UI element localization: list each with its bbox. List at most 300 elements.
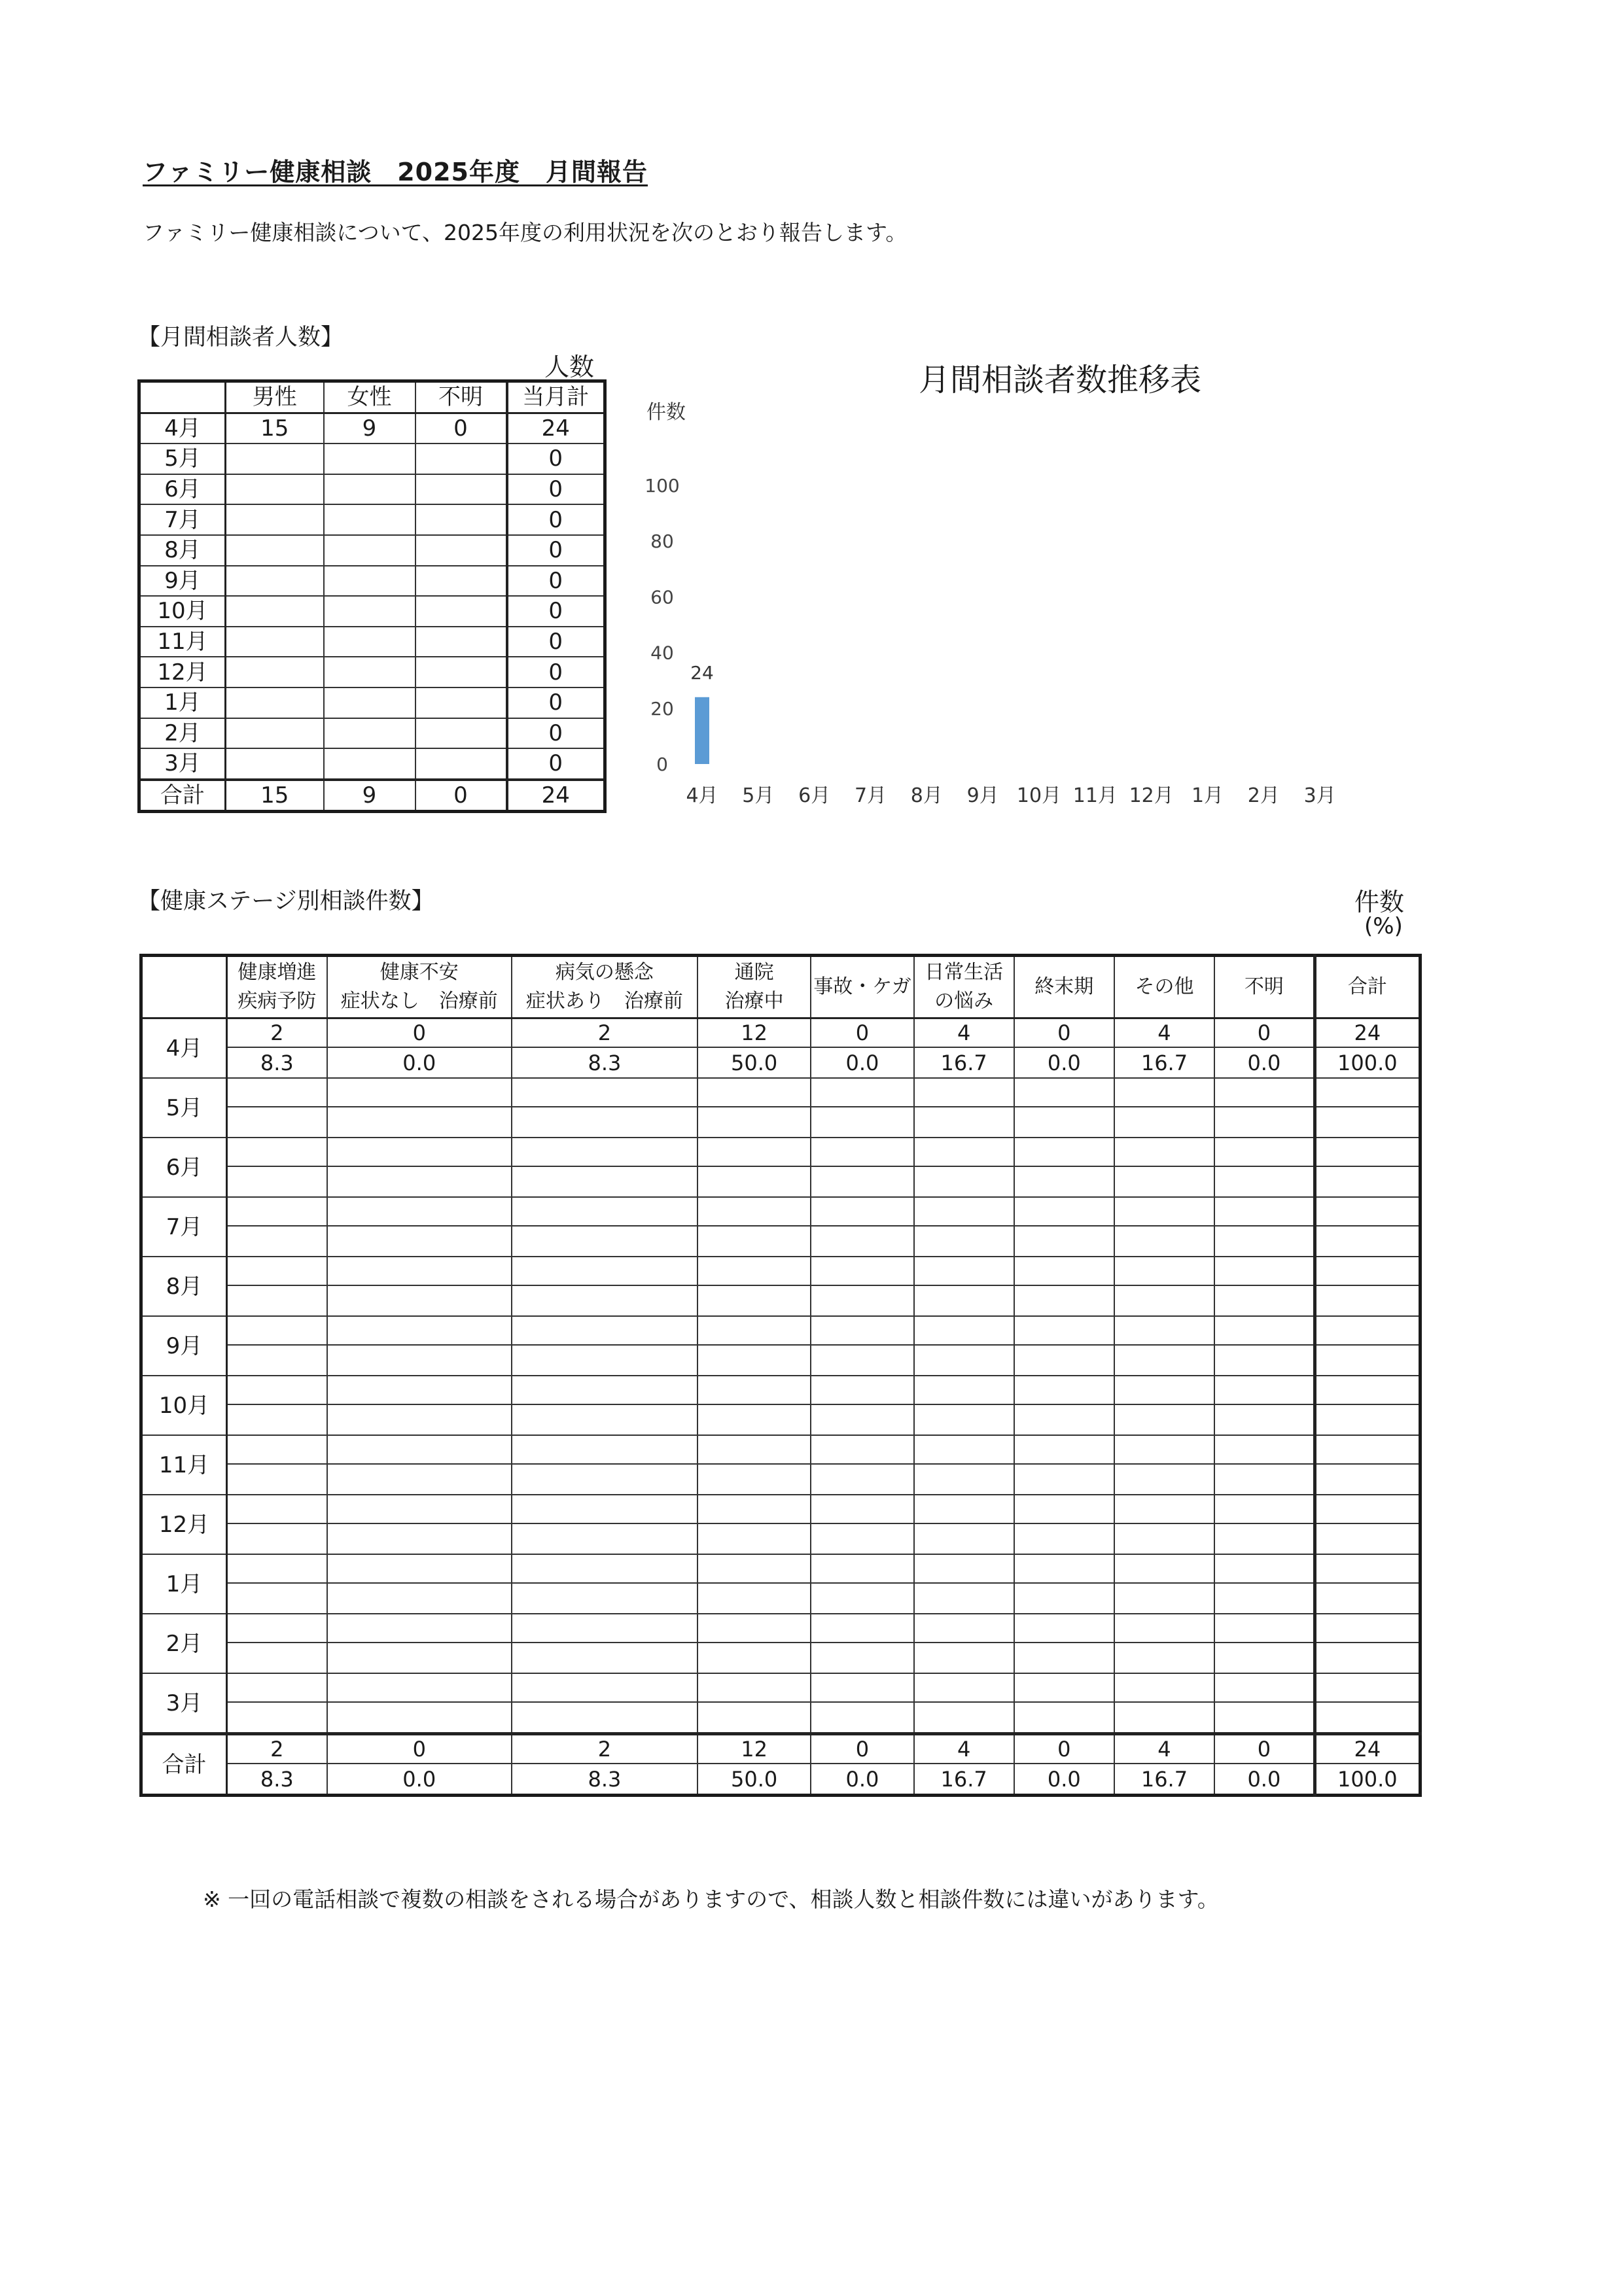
persons-cell: 0 [507,596,605,627]
chart-ytick-label: 0 [656,754,668,775]
stage-month-label: 1月 [141,1554,227,1614]
stage-count-cell: 0 [1014,1734,1114,1764]
stage-header-top: 日常生活 [925,961,1004,984]
stage-percent-cell [1014,1285,1114,1316]
stage-count-cell: 4 [1114,1734,1214,1764]
stage-percent-cell [512,1107,697,1138]
persons-cell: 15 [226,413,324,444]
stage-count-cell [327,1316,512,1345]
stage-count-cell [914,1495,1014,1523]
persons-cell [415,596,507,627]
stage-count-cell [512,1435,697,1464]
persons-header-cell [139,381,226,413]
stage-count-cell: 0 [811,1734,913,1764]
persons-row [139,687,605,718]
persons-cell: 0 [507,474,605,505]
stage-count-row [141,1376,1421,1404]
stage-header-cell [697,956,811,1018]
stage-percent-cell [1014,1226,1114,1257]
persons-month-label: 8月 [139,535,226,566]
stage-month-label: 2月 [141,1614,227,1673]
stage-count-cell [327,1197,512,1226]
stage-percent-cell [914,1583,1014,1614]
persons-row [139,748,605,780]
stage-percent-cell [1114,1226,1214,1257]
stage-total-count-row [141,1734,1421,1764]
stage-percent-cell [1214,1583,1315,1614]
stage-percent-cell [1214,1166,1315,1197]
persons-row [139,627,605,657]
stage-count-cell [1114,1673,1214,1702]
stage-count-cell [327,1257,512,1285]
persons-row [139,474,605,505]
chart-title: 月間相談者数推移表 [918,362,1202,398]
stage-percent-cell [512,1583,697,1614]
stage-count-cell [811,1614,913,1643]
stage-count-cell [697,1554,811,1583]
stage-percent-cell [697,1404,811,1435]
chart-bar [695,697,709,764]
stage-count-cell [1315,1138,1420,1166]
stage-count-row [141,1554,1421,1583]
persons-cell [226,596,324,627]
stage-count-cell [512,1078,697,1107]
persons-cell [226,748,324,780]
stage-count-cell [1014,1673,1114,1702]
stage-count-cell [811,1078,913,1107]
chart-ytick-label: 60 [650,586,674,608]
stage-count-cell [1114,1614,1214,1643]
stage-count-cell: 0 [811,1018,913,1048]
stage-percent-cell [914,1523,1014,1554]
persons-cell [324,627,415,657]
persons-cell: 0 [507,627,605,657]
stage-count-cell [1214,1614,1315,1643]
stage-percent-cell [914,1643,1014,1673]
stage-header-cell [811,956,913,1018]
stage-percent-row [141,1464,1421,1495]
stage-count-cell [227,1495,327,1523]
stage-count-cell [327,1376,512,1404]
persons-cell [226,535,324,566]
stage-count-cell [1214,1673,1315,1702]
stage-header-top: その他 [1135,975,1194,998]
stage-count-cell [1214,1078,1315,1107]
stage-month-label: 10月 [141,1376,227,1435]
stage-count-cell [811,1197,913,1226]
persons-row [139,444,605,474]
stage-count-cell [512,1554,697,1583]
section1-unit: 人数 [544,353,595,381]
stage-count-cell [1114,1197,1214,1226]
persons-cell [226,504,324,535]
chart-xtick-label: 11月 [1072,784,1118,807]
section2-unit-percent: (%) [1364,913,1403,939]
stage-header-top: 合計 [1347,975,1387,998]
intro-text: ファミリー健康相談について、2025年度の利用状況を次のとおり報告します。 [143,220,908,245]
monthly-trend-chart [628,353,1400,824]
stage-count-cell [1014,1197,1114,1226]
persons-month-label: 2月 [139,718,226,749]
stage-percent-cell [512,1345,697,1376]
chart-xtick-label: 4月 [686,784,718,807]
stage-percent-cell [1315,1226,1420,1257]
persons-cell [226,627,324,657]
stage-count-cell [1315,1435,1420,1464]
persons-cell: 0 [415,413,507,444]
stage-count-cell [811,1554,913,1583]
persons-month-label: 5月 [139,444,226,474]
stage-count-cell [1214,1376,1315,1404]
stage-count-cell [1114,1554,1214,1583]
persons-cell [324,504,415,535]
stage-count-cell [914,1078,1014,1107]
persons-cell [415,535,507,566]
stage-count-cell [1014,1554,1114,1583]
stage-count-cell [914,1138,1014,1166]
persons-month-label: 6月 [139,474,226,505]
stage-percent-row [141,1226,1421,1257]
stage-header-top: 健康増進 [238,961,317,984]
persons-total-cell: 0 [415,780,507,812]
chart-ytick-label: 80 [650,531,674,553]
stage-percent-cell [1114,1523,1214,1554]
stage-percent-cell: 8.3 [512,1047,697,1078]
chart-svg [628,353,1400,824]
stage-percent-cell: 0.0 [1014,1047,1114,1078]
stage-percent-cell [1114,1285,1214,1316]
stage-count-cell [512,1673,697,1702]
persons-cell [415,627,507,657]
stage-percent-cell [697,1285,811,1316]
persons-cell: 0 [507,535,605,566]
stage-header-cell [1315,956,1420,1018]
stage-percent-cell [697,1226,811,1257]
persons-row [139,535,605,566]
stage-percent-cell: 16.7 [1114,1764,1214,1796]
stage-percent-cell [512,1166,697,1197]
stage-percent-cell [1315,1404,1420,1435]
stage-count-cell: 4 [1114,1018,1214,1048]
chart-xtick-label: 5月 [742,784,775,807]
stage-percent-cell [811,1166,913,1197]
persons-cell: 0 [507,657,605,687]
stage-count-cell [227,1316,327,1345]
persons-total-cell: 9 [324,780,415,812]
persons-cell [324,748,415,780]
stage-percent-cell: 16.7 [914,1764,1014,1796]
stage-percent-cell [1114,1702,1214,1734]
chart-xtick-label: 10月 [1016,784,1062,807]
stage-count-cell [914,1554,1014,1583]
stage-percent-cell: 0.0 [1214,1764,1315,1796]
stage-percent-row [141,1285,1421,1316]
stage-percent-cell [1214,1404,1315,1435]
stage-count-cell [697,1316,811,1345]
stage-count-cell [811,1316,913,1345]
stage-percent-cell: 100.0 [1315,1047,1420,1078]
stage-month-label: 11月 [141,1435,227,1495]
stage-percent-cell [227,1107,327,1138]
section2-unit-count: 件数 [1354,888,1405,916]
stage-percent-cell [327,1702,512,1734]
stage-percent-cell [512,1464,697,1495]
persons-cell [324,535,415,566]
stage-count-cell [327,1435,512,1464]
stage-percent-cell [327,1166,512,1197]
stage-count-cell [1014,1078,1114,1107]
stage-count-cell: 4 [914,1018,1014,1048]
stage-month-label: 8月 [141,1257,227,1316]
stage-count-cell: 2 [227,1018,327,1048]
stage-count-cell: 0 [327,1734,512,1764]
stage-count-cell [914,1197,1014,1226]
stage-percent-cell [1014,1702,1114,1734]
persons-cell [415,444,507,474]
stage-header-cell [1114,956,1214,1018]
stage-count-cell [1315,1316,1420,1345]
stage-percent-cell [914,1345,1014,1376]
stage-count-cell [1114,1257,1214,1285]
stage-count-cell [227,1138,327,1166]
stage-month-label: 9月 [141,1316,227,1376]
stage-count-cell: 2 [227,1734,327,1764]
stage-percent-cell [512,1226,697,1257]
persons-cell [415,687,507,718]
stage-percent-cell [697,1583,811,1614]
persons-cell [415,474,507,505]
stage-percent-cell [1315,1166,1420,1197]
stage-percent-cell [914,1702,1014,1734]
stage-percent-cell [327,1583,512,1614]
stage-percent-cell [697,1345,811,1376]
stage-percent-cell [512,1285,697,1316]
stage-percent-cell [1014,1107,1114,1138]
persons-cell [324,474,415,505]
stage-count-cell [1014,1495,1114,1523]
stage-percent-cell [1014,1404,1114,1435]
chart-xtick-label: 7月 [854,784,887,807]
stage-percent-cell [1214,1464,1315,1495]
stage-percent-cell [1114,1404,1214,1435]
stage-percent-cell [1214,1107,1315,1138]
stage-percent-cell [1114,1583,1214,1614]
stage-total-label: 合計 [141,1734,227,1796]
stage-count-row [141,1197,1421,1226]
stage-count-cell [1114,1078,1214,1107]
stage-percent-cell [811,1345,913,1376]
stage-percent-cell: 8.3 [512,1764,697,1796]
stage-count-cell [327,1138,512,1166]
stage-month-label: 6月 [141,1138,227,1197]
stage-count-cell [914,1435,1014,1464]
stage-count-cell [697,1257,811,1285]
stage-header-cell [1014,956,1114,1018]
persons-total-row [139,780,605,812]
stage-percent-cell [1214,1226,1315,1257]
stage-header-bottom: 疾病予防 [238,990,317,1013]
stage-count-row [141,1435,1421,1464]
persons-cell: 0 [507,504,605,535]
persons-cell [324,718,415,749]
stage-percent-cell: 0.0 [811,1047,913,1078]
persons-header-cell: 女性 [324,381,415,413]
stage-percent-cell [227,1166,327,1197]
stage-count-row [141,1018,1421,1048]
stage-percent-cell [811,1464,913,1495]
persons-cell [415,748,507,780]
stage-count-cell: 0 [1214,1018,1315,1048]
stage-percent-cell [1315,1583,1420,1614]
stage-header-bottom: の悩み [934,990,994,1013]
persons-cell [324,444,415,474]
stage-count-row [141,1138,1421,1166]
stage-count-cell [1214,1495,1315,1523]
stage-percent-cell [227,1464,327,1495]
stage-count-cell [914,1376,1014,1404]
persons-header-cell: 当月計 [507,381,605,413]
stage-header-top: 事故・ケガ [813,975,911,998]
stage-percent-cell: 8.3 [227,1764,327,1796]
stage-percent-cell [1214,1285,1315,1316]
stage-header-top: 通院 [734,961,774,984]
persons-cell: 0 [507,687,605,718]
stage-count-cell: 2 [512,1734,697,1764]
persons-month-label: 10月 [139,596,226,627]
stage-count-row [141,1614,1421,1643]
stage-percent-cell [697,1464,811,1495]
stage-count-cell [1114,1316,1214,1345]
stage-count-cell [227,1257,327,1285]
stage-count-cell [1114,1376,1214,1404]
persons-cell: 0 [507,748,605,780]
chart-xtick-label: 3月 [1303,784,1336,807]
persons-month-label: 1月 [139,687,226,718]
persons-cell [324,687,415,718]
stage-count-cell [811,1435,913,1464]
stage-percent-cell [227,1643,327,1673]
chart-ytick-label: 40 [650,642,674,664]
stage-count-cell [227,1197,327,1226]
stage-month-label: 4月 [141,1018,227,1079]
stage-percent-cell [327,1523,512,1554]
stage-percent-cell [227,1226,327,1257]
stage-count-cell: 12 [697,1734,811,1764]
persons-cell [324,596,415,627]
persons-row [139,718,605,749]
stage-count-cell [327,1554,512,1583]
stage-percent-row [141,1523,1421,1554]
stage-percent-cell [697,1643,811,1673]
stage-count-cell [227,1554,327,1583]
stage-percent-cell [1214,1345,1315,1376]
stage-percent-cell [914,1464,1014,1495]
stage-count-cell [697,1614,811,1643]
stage-count-cell [512,1495,697,1523]
stage-count-cell [1214,1435,1315,1464]
stage-count-cell [697,1673,811,1702]
stage-percent-cell [1014,1583,1114,1614]
stage-header-top: 病気の懸念 [555,961,654,984]
chart-data-label: 24 [690,661,714,684]
stage-count-cell [1214,1138,1315,1166]
persons-cell [415,566,507,597]
stage-count-cell [1214,1257,1315,1285]
stage-count-cell [1014,1376,1114,1404]
persons-cell: 9 [324,413,415,444]
persons-month-label: 3月 [139,748,226,780]
stage-count-cell [811,1495,913,1523]
persons-cell [226,718,324,749]
stage-count-cell [512,1316,697,1345]
chart-xtick-label: 1月 [1191,784,1224,807]
stage-percent-cell [1114,1464,1214,1495]
persons-row [139,413,605,444]
stage-percent-cell: 50.0 [697,1047,811,1078]
stage-percent-cell [227,1583,327,1614]
stage-count-cell [327,1673,512,1702]
stage-count-cell [1114,1495,1214,1523]
stage-percent-cell [697,1166,811,1197]
persons-month-label: 7月 [139,504,226,535]
persons-row [139,504,605,535]
stage-count-cell [227,1376,327,1404]
stage-percent-cell [811,1285,913,1316]
persons-cell [415,657,507,687]
stage-count-cell [512,1614,697,1643]
stage-percent-cell [227,1523,327,1554]
stage-percent-cell [1315,1107,1420,1138]
stage-percent-row [141,1702,1421,1734]
persons-row [139,657,605,687]
stage-header-top: 終末期 [1034,975,1094,998]
stage-percent-row [141,1166,1421,1197]
stage-percent-cell [512,1523,697,1554]
stage-count-cell [914,1257,1014,1285]
stage-header-cell [227,956,327,1018]
persons-cell [226,687,324,718]
stage-percent-cell [327,1345,512,1376]
stage-percent-row [141,1404,1421,1435]
stage-count-cell [1014,1316,1114,1345]
stage-percent-cell [1315,1702,1420,1734]
stage-percent-cell [227,1404,327,1435]
section1-label: 【月間相談者人数】 [137,324,344,351]
stage-percent-cell [512,1404,697,1435]
stage-percent-row [141,1583,1421,1614]
stage-count-row [141,1078,1421,1107]
persons-cell [226,444,324,474]
persons-cell [324,566,415,597]
stage-count-cell [1014,1614,1114,1643]
persons-total-label: 合計 [139,780,226,812]
persons-header-row [139,381,605,413]
stage-percent-cell [1014,1464,1114,1495]
stage-percent-cell [227,1702,327,1734]
stage-count-cell [697,1197,811,1226]
stage-percent-cell [914,1285,1014,1316]
stage-percent-cell [227,1345,327,1376]
chart-xtick-label: 2月 [1247,784,1280,807]
stage-count-cell [227,1078,327,1107]
persons-cell: 24 [507,413,605,444]
stage-header-top: 不明 [1244,975,1284,998]
stage-count-cell [512,1197,697,1226]
persons-row [139,596,605,627]
persons-month-label: 9月 [139,566,226,597]
stage-count-cell [914,1316,1014,1345]
stage-percent-cell [327,1285,512,1316]
